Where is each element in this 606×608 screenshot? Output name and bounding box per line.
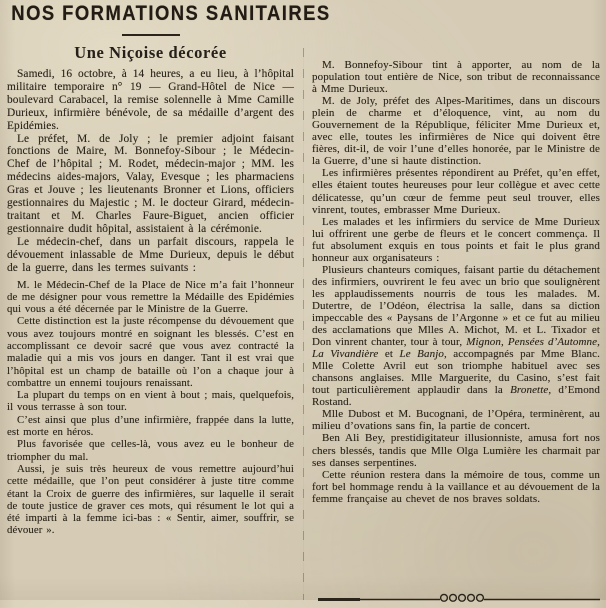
title-divider-rule	[122, 34, 180, 36]
paragraph	[312, 432, 600, 468]
text-segment: Plus favorisée que celles-là, vous avez eu le bonheur de triompher du mal.	[7, 438, 294, 463]
rule-with-loops-icon	[318, 593, 600, 603]
paragraph	[7, 414, 294, 439]
paragraph	[312, 408, 600, 432]
text-segment: Les infirmières présentes répondirent au Préfet, qu’en effet, elles étaient toutes heureuses pour leur collègue et avec cette délicatesse, qu’un cœur de femme peut seul trouver, elles vinrent, toutes, embrasser Mme Durieux.	[312, 167, 600, 216]
right-column-text	[312, 59, 600, 505]
paragraph	[312, 167, 600, 215]
text-segment: Ben Ali Bey, prestidigitateur illusionniste, amusa fort nos chers blessés, tandis que Mlle Olga Lumière les charmait par ses danses serpentines.	[312, 432, 600, 469]
left-column	[7, 2, 331, 537]
column-rule	[303, 48, 304, 600]
text-segment: , accompagnés par Mme Blanc. Mlle Colette Avril eut son triomphe habituel avec ses chansons anglaises. Mlle Marguerite, du Casino, s’est fait tout particulièrement applaudir dans la	[312, 348, 600, 397]
text-segment: et	[378, 348, 400, 361]
article-title: NOS FORMATIONS SANITAIRES	[11, 2, 331, 26]
paragraph	[7, 68, 294, 133]
paragraph	[312, 216, 600, 264]
paragraph	[312, 469, 600, 505]
text-segment: Plusieurs chanteurs comiques, faisant partie du détachement des infirmiers, ouvrirent le feu avec un brio que soulignèrent les applaudissements nourris de tous les malades. M. Dutertre, de l’Odéon, électrisa la salle, dans sa diction impeccable des « Paysans de l’Argonne » et ce fut au milieu des acclamations que Mlles A. Michot, M. et L. Tixador et Don vinrent chanter, tour à tour,	[312, 263, 600, 349]
paragraph	[7, 279, 294, 316]
paragraph	[7, 463, 294, 537]
text-segment: Bronette	[510, 384, 549, 397]
text-segment: M. de Joly, préfet des Alpes-Maritimes, dans un discours plein de charme et d’éloquence, vint, au nom du Gouvernement de la République, féliciter Mme Durieux et, avec elle, toutes les infirmières de Nice qui doivent être fières, dit-il, de voir l’une d’elles honorée, par le Ministre de la Guerre, d’une si haute distinction.	[312, 95, 600, 168]
text-segment: Les malades et les infirmiers du service de Mme Durieux lui offrirent une gerbe de fleurs et le concert commença. Il fut absolument exquis en tous points et fait le plus grand honneur aux organisateurs :	[312, 215, 600, 264]
paragraph	[7, 133, 294, 236]
article-subtitle: Une Niçoise décorée	[74, 43, 227, 62]
paragraph	[7, 389, 294, 414]
text-segment: Cette réunion restera dans la mémoire de tous, comme un fort bel hommage rendu à la vaillance et au dévouement de la femme française au chevet de nos braves soldats.	[312, 468, 600, 505]
text-segment: M. le Médecin-Chef de la Place de Nice m’a fait l’honneur de me désigner pour vous remettre la Médaille des Epidémies qui vous a été décernée par le Ministre de la Guerre.	[7, 278, 294, 316]
text-segment: Le Banjo	[399, 348, 444, 361]
paragraph	[7, 315, 294, 389]
text-segment: M. Bonnefoy-Sibour tint à apporter, au nom de la population tout entière de Nice, son tribut de reconnaissance à Mme Durieux.	[312, 59, 600, 96]
paragraph	[7, 236, 294, 275]
right-column	[312, 54, 600, 505]
text-segment: Le préfet, M. de Joly ; le premier adjoint faisant fonctions de Maire, M. Bonnefoy-Sibour ; le Médecin-Chef de l’hôpital ; M. Rodet, médecin-major ; MM. les médecins aides-majors, Valay, Evesque ; les pharmaciens Gras et Jouve ; les lieutenants Bronner et Lions, officiers gestionnaires du Majestic ; M. le docteur Girard, médecin-traitant et M. Charles Faure-Biguet, ancien officier gestionnaire dudit hôpital, assistaient à la cérémonie.	[7, 132, 294, 235]
tailpiece-ornament	[318, 590, 600, 600]
paragraph	[312, 59, 600, 95]
left-column-text	[7, 68, 294, 537]
paragraph	[7, 438, 294, 463]
text-segment: La plupart du temps on en vient à bout ; mais, quelquefois, il vous terrasse à son tour.	[7, 389, 294, 414]
text-segment: Cette distinction est la juste récompense du dévouement que vous avez toujours montré en soignant les blessés. C’est en accomplissant ce devoir sacré que vous avez contracté la maladie qui a mis vos jours en danger. Tant il est vrai que l’hôpital est un champ de bataille où l’on a chaque jour à combattre un ennemi toujours renaissant.	[7, 315, 294, 389]
text-segment: C’est ainsi que plus d’une infirmière, frappée dans la lutte, est morte en héros.	[7, 413, 294, 439]
text-segment: Mlle Dubost et M. Bucognani, de l’Opéra, terminèrent, au milieu d’ovations sans fin, la partie de concert.	[312, 408, 600, 433]
text-segment: , d’Emond Rostand.	[312, 384, 600, 409]
text-segment: Samedi, 16 octobre, à 14 heures, a eu lieu, à l’hôpital militaire temporaire n° 19 — Grand-Hôtel de Nice — boulevard Carabacel, la remise solennelle à Mme Camille Durieux, infirmière bénévole, de sa médaille d’argent des Epidémies.	[7, 68, 294, 132]
paragraph	[312, 264, 600, 409]
text-segment: Aussi, je suis très heureux de vous remettre aujourd’hui cette médaille, que l’on peut considérer à juste titre comme étant la Croix de guerre des infirmières, sur laquelle il serait de toute justice de graver ces mots, qui résument le lot qui a été imparti à la femme ici-bas : « Sentir, aimer, souffrir, se dévouer ».	[7, 462, 294, 537]
paragraph	[312, 95, 600, 167]
text-segment: Mignon, Pensées d’Automne, La Vivandière	[312, 336, 600, 361]
text-segment: Le médecin-chef, dans un parfait discours, rappela le dévouement inlassable de Mme Durieux, depuis le début de la guerre, dans les termes suivants :	[7, 235, 294, 274]
